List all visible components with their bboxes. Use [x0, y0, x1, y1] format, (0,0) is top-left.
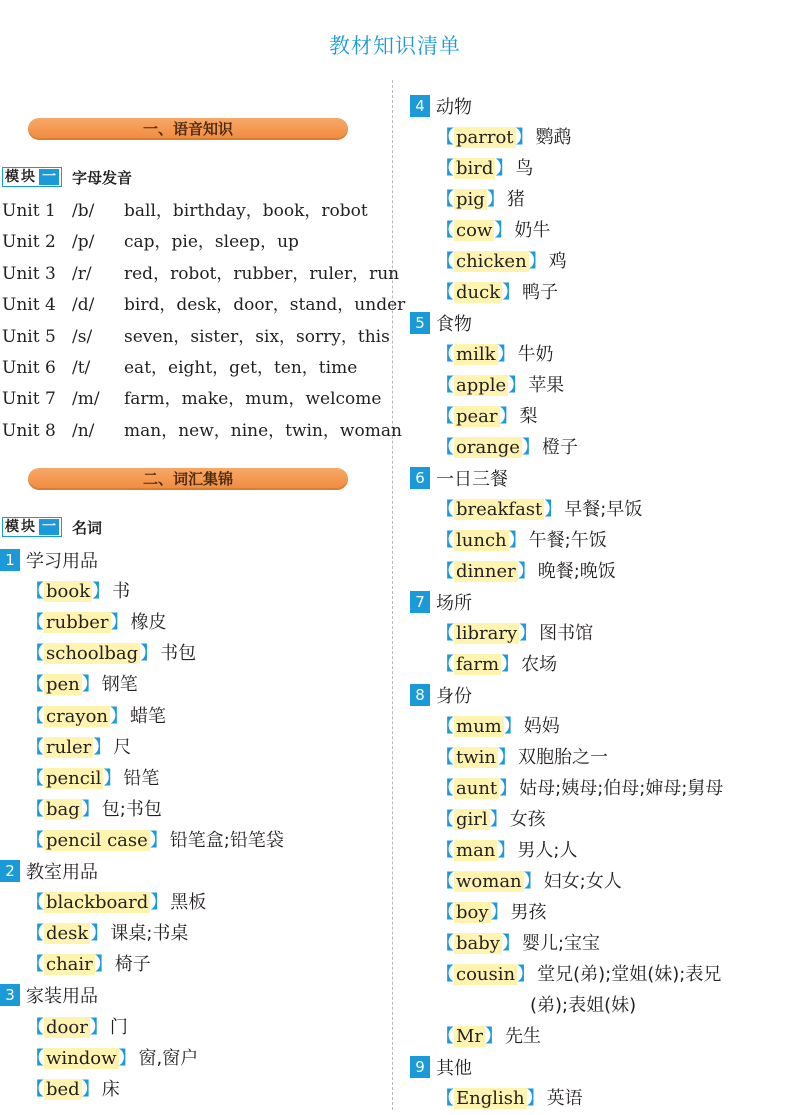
vocab-chinese: 梨 — [519, 406, 538, 427]
phonics-sym: /s/ — [72, 326, 93, 347]
phonics-row — [2, 259, 399, 289]
bracket-open: 【 — [436, 561, 454, 582]
vocab-chinese: 早餐;早饭 — [564, 499, 643, 520]
category-title: 食物 — [436, 314, 472, 335]
vocab-chinese: 苹果 — [528, 375, 565, 396]
vocab-english: library — [456, 623, 518, 644]
vocab-english: Mr — [456, 1026, 484, 1047]
vocab-item — [436, 743, 608, 773]
category-header — [0, 546, 98, 574]
vocab-item — [26, 733, 131, 763]
bracket-close: 】 — [93, 736, 112, 758]
phonics-unit: Unit 3 — [2, 263, 56, 284]
bracket-close: 】 — [81, 798, 100, 820]
bracket-close: 】 — [149, 829, 168, 851]
bracket-open: 【 — [26, 705, 44, 727]
phonics-words: cap，pie，sleep，up — [124, 232, 299, 253]
bracket-open: 【 — [436, 530, 454, 551]
vocab-chinese: 奶牛 — [514, 220, 551, 241]
bracket-close: 】 — [497, 344, 516, 365]
bracket-close: 】 — [502, 282, 521, 303]
bracket-close: 】 — [508, 375, 527, 396]
vocab-english: schoolbag — [46, 643, 139, 665]
bracket-close: 】 — [110, 705, 129, 727]
bracket-close: 】 — [92, 581, 111, 603]
section-banner-phonics: 一、语音知识 — [28, 118, 348, 140]
vocab-chinese: 橙子 — [541, 437, 578, 458]
bracket-close: 】 — [498, 747, 516, 768]
bracket-close: 】 — [497, 840, 516, 861]
phonics-unit: Unit 2 — [2, 232, 56, 253]
category-title: 动物 — [436, 97, 472, 118]
bracket-close: 】 — [495, 158, 514, 179]
phonics-unit: Unit 1 — [2, 201, 56, 221]
bracket-close: 】 — [517, 964, 536, 985]
category-title: 一日三餐 — [436, 469, 508, 490]
bracket-open: 【 — [26, 1047, 44, 1069]
module-header-letter-sounds — [2, 166, 132, 188]
bracket-open: 【 — [436, 1026, 454, 1047]
vocab-item — [436, 154, 533, 184]
category-header — [410, 92, 472, 120]
category-title: 家装用品 — [26, 986, 98, 1008]
phonics-row — [2, 416, 402, 446]
vocab-english: mum — [456, 716, 502, 737]
phonics-words: eat，eight，get，ten，time — [124, 358, 358, 378]
phonics-sym: /m/ — [72, 389, 100, 410]
category-number-badge: 8 — [410, 684, 430, 706]
phonics-words: farm，make，mum，welcome — [124, 389, 382, 410]
vocab-chinese: 铅笔 — [123, 767, 160, 789]
vocab-chinese: 男人;人 — [517, 840, 578, 861]
vocab-chinese: 男孩 — [510, 902, 547, 923]
vocab-chinese: 妇女;女人 — [543, 871, 622, 892]
category-header — [0, 857, 98, 885]
vocab-english: pen — [46, 674, 80, 696]
vocab-chinese: 书包 — [160, 643, 197, 665]
bracket-open: 【 — [26, 892, 44, 914]
vocab-item — [26, 1044, 198, 1074]
category-header — [410, 588, 472, 616]
bracket-open: 【 — [26, 954, 44, 976]
vocab-chinese: 女孩 — [509, 809, 546, 830]
vocab-english: pencil case — [46, 829, 148, 851]
phonics-sym: /t/ — [72, 358, 91, 378]
vocab-item — [436, 371, 564, 401]
category-number-badge: 1 — [0, 549, 20, 571]
vocab-chinese: 午餐;午饭 — [528, 530, 607, 551]
column-divider — [392, 80, 393, 1110]
bracket-open: 【 — [436, 344, 454, 365]
vocab-english: orange — [456, 437, 520, 458]
category-number-badge: 7 — [410, 591, 430, 613]
vocab-item — [26, 795, 162, 825]
phonics-sym: /r/ — [72, 263, 92, 284]
category-header — [0, 981, 98, 1009]
vocab-chinese: 黑板 — [170, 892, 207, 914]
bracket-close: 】 — [499, 778, 518, 799]
bracket-open: 【 — [26, 1078, 44, 1100]
bracket-open: 【 — [436, 840, 454, 861]
vocab-item — [436, 712, 560, 742]
bracket-close: 】 — [523, 871, 542, 892]
vocab-item — [436, 340, 554, 370]
vocab-english: boy — [456, 902, 489, 923]
bracket-close: 】 — [103, 767, 122, 789]
vocab-chinese: 鹦鹉 — [535, 127, 572, 148]
vocab-english: bag — [46, 798, 80, 820]
phonics-words: man，new，nine，twin，woman — [124, 420, 402, 441]
bracket-close: 】 — [90, 923, 109, 945]
phonics-unit: Unit 7 — [2, 389, 56, 410]
vocab-item — [436, 433, 578, 463]
vocab-english: cousin — [456, 964, 516, 985]
category-header — [410, 464, 508, 492]
bracket-close: 】 — [517, 561, 536, 582]
vocab-chinese: 椅子 — [114, 954, 151, 976]
bracket-close: 】 — [150, 892, 169, 914]
bracket-open: 【 — [436, 871, 454, 892]
bracket-open: 【 — [436, 406, 454, 427]
phonics-unit: Unit 4 — [2, 295, 56, 316]
vocab-chinese: 钢笔 — [101, 674, 138, 696]
bracket-close: 】 — [81, 674, 100, 696]
bracket-close: 】 — [140, 643, 159, 665]
bracket-open: 【 — [26, 643, 44, 665]
vocab-item — [26, 702, 166, 732]
vocab-chinese: 英语 — [546, 1088, 583, 1109]
vocab-chinese: 晚餐;晚饭 — [537, 561, 616, 582]
bracket-close: 】 — [515, 127, 534, 148]
category-title: 场所 — [436, 593, 472, 614]
vocab-english: aunt — [456, 778, 498, 799]
vocab-chinese: 尺 — [113, 736, 132, 758]
bracket-open: 【 — [436, 809, 454, 830]
vocab-english: lunch — [456, 530, 507, 551]
bracket-open: 【 — [436, 437, 454, 458]
vocab-item — [436, 929, 600, 959]
bracket-open: 【 — [436, 127, 454, 148]
vocab-item — [436, 557, 616, 587]
bracket-open: 【 — [436, 158, 454, 179]
vocab-item — [26, 639, 196, 669]
bracket-open: 【 — [26, 736, 44, 758]
vocab-chinese: 鸡 — [548, 251, 567, 272]
phonics-words: bird，desk，door，stand，under — [124, 295, 406, 316]
vocab-item — [436, 526, 607, 556]
vocab-chinese: 床 — [101, 1078, 120, 1100]
vocab-english: window — [46, 1047, 117, 1069]
vocab-item — [436, 185, 525, 215]
vocab-english: chicken — [456, 251, 527, 272]
bracket-close: 】 — [94, 954, 113, 976]
bracket-close: 】 — [118, 1047, 137, 1069]
vocab-english: breakfast — [456, 499, 543, 520]
vocab-chinese: 书 — [112, 581, 131, 603]
vocab-item — [436, 867, 622, 897]
bracket-open: 【 — [436, 220, 454, 241]
vocab-item — [436, 619, 593, 649]
category-number-badge: 4 — [410, 95, 430, 117]
vocab-chinese: 猪 — [506, 189, 525, 210]
vocab-chinese: 蜡笔 — [130, 705, 167, 727]
vocab-english: bed — [46, 1078, 80, 1100]
module-header-nouns — [2, 516, 102, 538]
bracket-close: 】 — [485, 1026, 504, 1047]
phonics-row — [2, 290, 405, 320]
bracket-open: 【 — [436, 251, 454, 272]
phonics-words: seven，sister，six，sorry，this — [124, 326, 390, 347]
vocab-english: apple — [456, 375, 507, 396]
category-number-badge: 2 — [0, 860, 20, 882]
bracket-open: 【 — [436, 499, 454, 520]
bracket-close: 】 — [528, 251, 547, 272]
bracket-close: 】 — [521, 437, 540, 458]
bracket-close: 】 — [526, 1088, 545, 1109]
vocab-item — [26, 919, 188, 949]
vocab-chinese: 先生 — [505, 1026, 542, 1047]
bracket-open: 【 — [436, 778, 454, 799]
bracket-close: 】 — [486, 189, 505, 210]
vocab-english: baby — [456, 933, 500, 954]
section-banner-vocabulary: 二、词汇集锦 — [28, 468, 348, 490]
vocab-item — [436, 1022, 541, 1052]
category-title: 其他 — [436, 1058, 472, 1079]
phonics-unit: Unit 5 — [2, 326, 56, 347]
phonics-unit: Unit 8 — [2, 420, 56, 441]
phonics-sym: /n/ — [72, 420, 95, 441]
page-title: 教材知识清单 — [329, 34, 461, 58]
category-title: 学习用品 — [26, 551, 98, 572]
phonics-row — [2, 322, 390, 352]
vocab-item — [26, 888, 206, 918]
phonics-row — [2, 196, 368, 226]
vocab-english: cow — [456, 220, 493, 241]
phonics-words: red，robot，rubber，ruler，run — [124, 263, 400, 284]
vocab-item — [436, 402, 538, 432]
vocab-chinese: 鸭子 — [522, 282, 559, 303]
vocab-english: ruler — [46, 736, 92, 758]
bracket-close: 】 — [499, 406, 518, 427]
vocab-chinese: 门 — [109, 1016, 128, 1038]
vocab-english: rubber — [46, 612, 109, 634]
module-tag: 模块 一 — [2, 167, 62, 187]
phonics-row — [2, 384, 381, 414]
phonics-row — [2, 227, 299, 257]
module-title: 名词 — [72, 518, 103, 537]
phonics-sym: /b/ — [72, 201, 95, 221]
vocab-item — [436, 650, 557, 680]
vocab-item — [26, 1013, 128, 1043]
category-number-badge: 9 — [410, 1056, 430, 1078]
bracket-open: 【 — [436, 747, 454, 768]
bracket-open: 【 — [26, 674, 44, 696]
vocab-chinese: 姑母;姨母;伯母;婶母;舅母 — [519, 778, 724, 799]
bracket-open: 【 — [26, 581, 44, 603]
vocab-english: door — [46, 1016, 88, 1038]
bracket-open: 【 — [26, 798, 44, 820]
bracket-open: 【 — [436, 375, 454, 396]
vocab-item — [26, 1075, 120, 1105]
bracket-close: 】 — [544, 499, 563, 520]
vocab-chinese: 婴儿;宝宝 — [521, 933, 601, 954]
bracket-open: 【 — [436, 933, 454, 954]
vocab-item — [436, 216, 550, 246]
vocab-item — [26, 577, 130, 607]
vocab-item — [436, 805, 546, 835]
vocab-item — [26, 826, 284, 856]
category-number-badge: 5 — [410, 312, 430, 334]
vocab-chinese: 牛奶 — [517, 344, 554, 365]
phonics-words: ball，birthday，book，robot — [124, 201, 368, 221]
category-header — [410, 309, 472, 337]
vocab-english: bird — [456, 158, 494, 179]
vocab-english: blackboard — [46, 892, 149, 914]
bracket-open: 【 — [26, 1016, 44, 1038]
vocab-item — [26, 608, 167, 638]
vocab-item — [26, 764, 159, 794]
vocab-chinese: 堂兄(弟);堂姐(妹);表兄 — [537, 964, 722, 985]
phonics-sym: /p/ — [72, 232, 95, 253]
vocab-english: parrot — [456, 127, 514, 148]
bracket-close: 】 — [494, 220, 513, 241]
vocab-english: desk — [46, 923, 89, 945]
vocab-item — [26, 670, 138, 700]
vocab-chinese: 双胞胎之一 — [518, 747, 608, 768]
phonics-row — [2, 353, 357, 383]
category-title: 教室用品 — [26, 862, 98, 883]
vocab-english: pear — [456, 406, 498, 427]
bracket-open: 【 — [26, 767, 44, 789]
vocab-english: woman — [456, 871, 522, 892]
vocab-item — [26, 950, 151, 980]
bracket-close: 】 — [501, 933, 520, 954]
vocab-english: girl — [456, 809, 488, 830]
vocab-item — [436, 774, 723, 804]
bracket-close: 】 — [490, 902, 509, 923]
vocab-english: twin — [456, 747, 496, 768]
bracket-open: 【 — [26, 612, 44, 634]
bracket-open: 【 — [26, 923, 44, 945]
vocab-item — [436, 123, 572, 153]
vocab-english: book — [46, 581, 91, 603]
category-number-badge: 3 — [0, 984, 20, 1006]
vocab-chinese: 包;书包 — [101, 798, 162, 820]
bracket-open: 【 — [436, 1088, 454, 1109]
category-number-badge: 6 — [410, 467, 430, 489]
vocab-chinese: 妈妈 — [523, 716, 560, 737]
bracket-open: 【 — [26, 829, 44, 851]
bracket-close: 】 — [503, 716, 522, 737]
bracket-open: 【 — [436, 902, 454, 923]
vocab-english: farm — [456, 654, 500, 675]
vocab-chinese: 课桌;书桌 — [110, 923, 189, 945]
bracket-close: 】 — [89, 1016, 108, 1038]
bracket-open: 【 — [436, 716, 454, 737]
vocab-chinese: 橡皮 — [130, 612, 167, 634]
module-title: 字母发音 — [72, 168, 133, 187]
bracket-close: 】 — [110, 612, 129, 634]
bracket-close: 】 — [501, 654, 520, 675]
vocab-chinese: 窗,窗户 — [138, 1047, 199, 1069]
bracket-close: 】 — [81, 1078, 100, 1100]
vocab-chinese: 铅笔盒;铅笔袋 — [169, 829, 284, 851]
bracket-open: 【 — [436, 189, 454, 210]
bracket-close: 】 — [508, 530, 527, 551]
vocab-english: pencil — [46, 767, 102, 789]
vocab-english: milk — [456, 344, 496, 365]
vocab-english: pig — [456, 189, 485, 210]
phonics-sym: /d/ — [72, 295, 95, 316]
vocab-chinese: 鸟 — [515, 158, 534, 179]
vocab-chinese: 农场 — [521, 654, 558, 675]
vocab-chinese-continued: (弟);表姐(妹) — [530, 995, 637, 1016]
vocab-item — [436, 1084, 583, 1114]
vocab-english: dinner — [456, 561, 516, 582]
vocab-english: duck — [456, 282, 501, 303]
vocab-item — [436, 960, 721, 990]
bracket-open: 【 — [436, 654, 454, 675]
vocab-item — [436, 247, 567, 277]
category-header — [410, 1053, 472, 1081]
phonics-unit: Unit 6 — [2, 358, 56, 378]
vocab-chinese: 图书馆 — [539, 623, 594, 644]
bracket-open: 【 — [436, 623, 454, 644]
vocab-english: man — [456, 840, 496, 861]
bracket-open: 【 — [436, 964, 454, 985]
module-tag: 模块 一 — [2, 517, 62, 537]
category-header — [410, 681, 472, 709]
vocab-english: English — [456, 1088, 525, 1109]
vocab-item — [436, 495, 642, 525]
vocab-english: crayon — [46, 705, 109, 727]
category-title: 身份 — [436, 686, 472, 707]
vocab-english: chair — [46, 954, 93, 976]
vocab-item — [436, 836, 577, 866]
bracket-close: 】 — [489, 809, 508, 830]
bracket-close: 】 — [519, 623, 538, 644]
vocab-item — [436, 898, 547, 928]
vocab-item — [436, 278, 558, 308]
bracket-open: 【 — [436, 282, 454, 303]
